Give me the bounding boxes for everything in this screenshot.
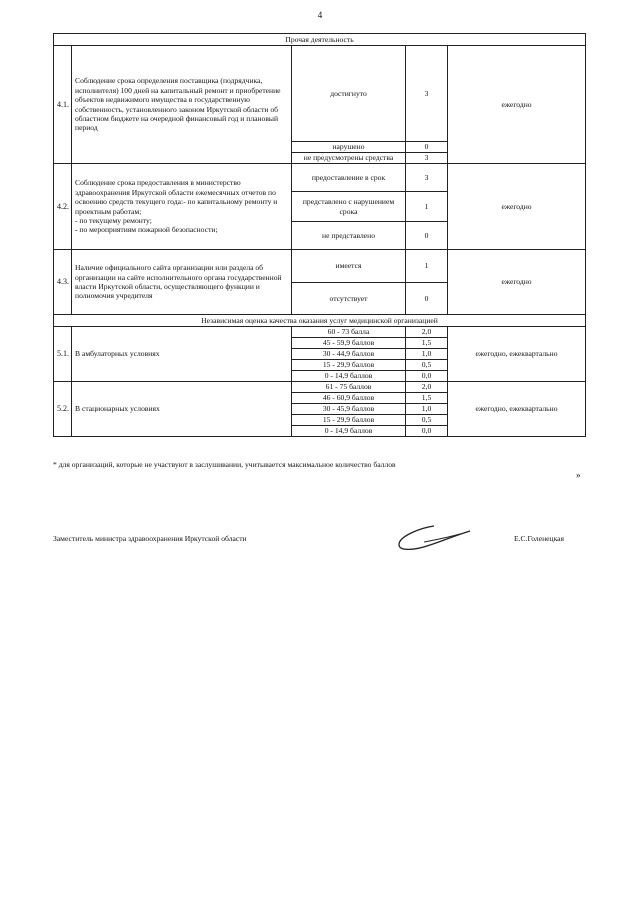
- criterion-label: не предусмотрены средства: [292, 153, 406, 164]
- criterion-score: 2,0: [406, 327, 448, 338]
- signatory-name: Е.С.Голенецкая: [514, 534, 565, 543]
- row-description: В стационарных условиях: [72, 382, 292, 437]
- table-row: [54, 382, 586, 393]
- table-row: [54, 327, 586, 338]
- criterion-score: 1,0: [406, 349, 448, 360]
- frequency: ежегодно, ежеквартально: [448, 382, 586, 437]
- frequency: ежегодно: [448, 250, 586, 315]
- row-description: В амбулаторных условиях: [72, 327, 292, 382]
- row-number: 4.3.: [54, 250, 72, 315]
- criterion-label: представлено с нарушением срока: [292, 192, 406, 222]
- criterion-label: 15 - 29,9 баллов: [292, 360, 406, 371]
- handwritten-signature: [394, 522, 474, 561]
- criterion-label: 30 - 45,9 баллов: [292, 404, 406, 415]
- section-header: [54, 34, 586, 46]
- frequency: ежегодно: [448, 164, 586, 250]
- criterion-label: 30 - 44,9 баллов: [292, 349, 406, 360]
- criterion-score: 0: [406, 142, 448, 153]
- criterion-score: 1,0: [406, 404, 448, 415]
- row-number: 4.2.: [54, 164, 72, 250]
- criterion-score: 0,0: [406, 371, 448, 382]
- signatory-title: Заместитель министра здравоохранения Иркутской области: [53, 534, 247, 543]
- criterion-label: отсутствует: [292, 283, 406, 315]
- criterion-label: не представлено: [292, 222, 406, 250]
- criterion-label: 60 - 73 балла: [292, 327, 406, 338]
- table-row: [54, 164, 586, 192]
- criterion-score: 1: [406, 192, 448, 222]
- table-row: [54, 250, 586, 283]
- row-number: 4.1.: [54, 46, 72, 164]
- criterion-label: предоставление в срок: [292, 164, 406, 192]
- row-description: Соблюдение срока определения поставщика (подрядчика, исполнителя) 100 дней на капитальный ремонт и приобретение объектов недвижимого имущества в государственную собственность, установленного законом Иркутской области об областном бюджете на очередной финансовый год и плановый период: [72, 46, 292, 164]
- criterion-label: нарушено: [292, 142, 406, 153]
- criterion-label: 46 - 60,9 баллов: [292, 393, 406, 404]
- criterion-label: 0 - 14,9 баллов: [292, 371, 406, 382]
- criterion-label: 45 - 59,9 баллов: [292, 338, 406, 349]
- table-row: [54, 46, 586, 142]
- description-line: - по текущему ремонту;: [75, 215, 152, 225]
- criterion-score: 3: [406, 164, 448, 192]
- criterion-score: 3: [406, 46, 448, 142]
- criterion-score: 0,5: [406, 415, 448, 426]
- criterion-score: 1,5: [406, 338, 448, 349]
- criterion-score: 0: [406, 222, 448, 250]
- frequency: ежегодно: [448, 46, 586, 164]
- section-header: [54, 315, 586, 327]
- criterion-label: 15 - 29,9 баллов: [292, 415, 406, 426]
- footnote: * для организаций, которые не участвуют в заслушивании, учитывается максимальное количество баллов: [53, 460, 396, 469]
- closing-quote: »: [576, 470, 581, 480]
- frequency: ежегодно, ежеквартально: [448, 327, 586, 382]
- row-description: Наличие официального сайта организации или раздела об организации на сайте исполнительного органа государственной власти Иркутской области, осуществляющего функции и полномочия учредителя: [72, 250, 292, 315]
- row-number: 5.1.: [54, 327, 72, 382]
- row-description: [72, 164, 292, 250]
- description-line: Соблюдение срока предоставления в министерство здравоохранения Иркутской области ежемесячных отчетов по освоению средств текущего года:- по капитальному ремонту и проектным работам;: [75, 178, 278, 216]
- criterion-label: имеется: [292, 250, 406, 283]
- section-title: Прочая деятельность: [54, 34, 586, 46]
- criterion-score: 0,0: [406, 426, 448, 437]
- row-number: 5.2.: [54, 382, 72, 437]
- criterion-score: 3: [406, 153, 448, 164]
- criterion-score: 0,5: [406, 360, 448, 371]
- criterion-label: 61 - 75 баллов: [292, 382, 406, 393]
- criterion-score: 2,0: [406, 382, 448, 393]
- criterion-label: 0 - 14,9 баллов: [292, 426, 406, 437]
- criterion-score: 1: [406, 250, 448, 283]
- page-number: 4: [317, 10, 323, 20]
- criteria-table: [53, 33, 586, 437]
- description-line: - по мероприятиям пожарной безопасности;: [75, 225, 218, 235]
- criterion-label: достигнуто: [292, 46, 406, 142]
- criterion-score: 1,5: [406, 393, 448, 404]
- criterion-score: 0: [406, 283, 448, 315]
- section-title: Независимая оценка качества оказания услуг медицинской организацией: [54, 315, 586, 327]
